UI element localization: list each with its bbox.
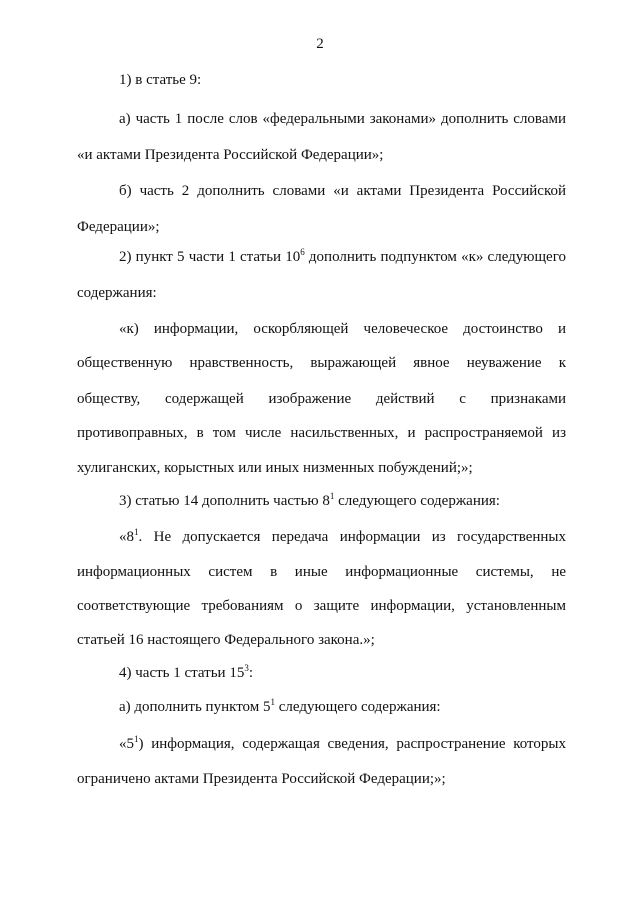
item-4-text-start: 4) часть 1 статьи 15: [119, 665, 245, 681]
item-3-superscript: 1: [329, 491, 335, 501]
item-2-superscript: 6: [300, 247, 305, 257]
item-1b-line-1: б) часть 2 дополнить словами «и актами Президента Российской: [119, 183, 566, 199]
item-2-line-2: содержания:: [77, 285, 157, 301]
item-1b-line-2: Федерации»;: [77, 219, 160, 235]
item-4-text-end: :: [248, 665, 254, 681]
point-5-1-superscript: 1: [134, 734, 139, 744]
part-8-1-line-2: информационных систем в иные информационные системы, не: [77, 564, 566, 580]
subitem-k-line-2: общественную нравственность, выражающей явное неуважение к: [77, 355, 566, 371]
item-4-superscript: 3: [244, 663, 249, 673]
point-5-1-text: ) информация, содержащая сведения, распространение которых: [138, 736, 566, 752]
part-8-1-line-3: соответствующие требованиям о защите информации, установленным: [77, 598, 566, 614]
subitem-k-line-3: обществу, содержащей изображение действий с признаками: [77, 391, 566, 407]
item-4a-text-start: а) дополнить пунктом 5: [119, 699, 271, 715]
subitem-k-line-4: противоправных, в том числе насильственных, и распространяемой из: [77, 425, 566, 441]
point-5-1-line-2: ограничено актами Президента Российской Федерации;»;: [77, 771, 446, 787]
part-8-1-text: . Не допускается передача информации из государственных: [138, 529, 566, 545]
item-1-in-article-9: 1) в статье 9:: [119, 72, 202, 88]
part-8-1-open: «8: [119, 529, 134, 545]
point-5-1-line-1: [119, 735, 566, 753]
item-3-line: [119, 492, 500, 510]
subitem-k-line-5: хулиганских, корыстных или иных низменных побуждений;»;: [77, 460, 473, 476]
subitem-k-line-1: «к) информации, оскорбляющей человеческое достоинство и: [119, 321, 566, 337]
page-number: 2: [316, 36, 324, 52]
item-2-text-end: дополнить подпунктом «к» следующего: [304, 249, 566, 265]
item-3-text-end: следующего содержания:: [334, 493, 500, 509]
item-4a-superscript: 1: [270, 697, 276, 707]
item-2-text-start: 2) пункт 5 части 1 статьи 10: [119, 249, 301, 265]
item-3-text-start: 3) статью 14 дополнить частью 8: [119, 493, 330, 509]
item-2-line-1: [119, 248, 566, 266]
part-8-1-line-1: [119, 528, 566, 546]
item-1a-line-1: а) часть 1 после слов «федеральными законами» дополнить словами: [119, 111, 566, 127]
item-4a-line: [119, 698, 441, 716]
item-4a-text-end: следующего содержания:: [275, 699, 441, 715]
part-8-1-superscript: 1: [134, 527, 139, 537]
item-4-line: [119, 664, 253, 682]
point-5-1-open: «5: [119, 736, 134, 752]
part-8-1-line-4: статьей 16 настоящего Федерального закона.»;: [77, 632, 375, 648]
item-1a-line-2: «и актами Президента Российской Федерации»;: [77, 147, 384, 163]
